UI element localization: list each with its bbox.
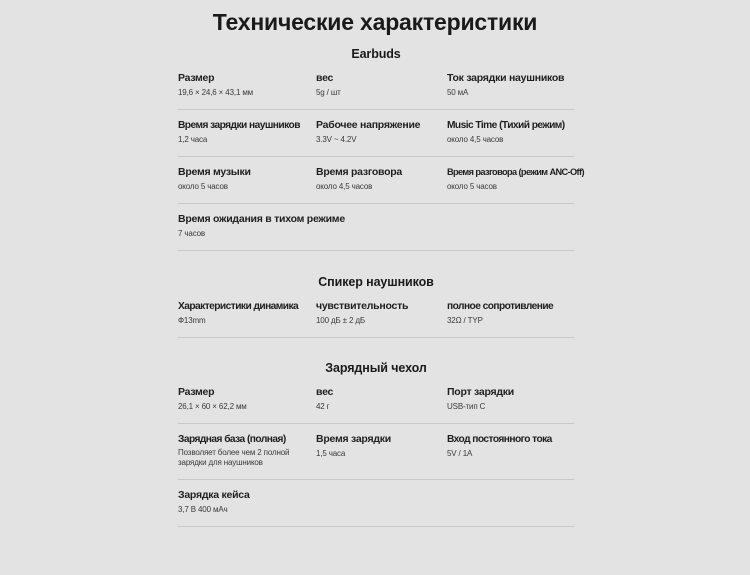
spec-cell [178, 489, 458, 515]
spec-label: Music Time (Тихий режим) [447, 120, 565, 131]
spec-row [178, 110, 574, 157]
spec-row [178, 384, 574, 424]
spec-value: Позволяет более чем 2 полной зарядки для наушников [178, 448, 290, 467]
spec-label: Характеристики динамика [178, 301, 299, 312]
spec-value: 3,7 В 400 мАч [178, 505, 228, 514]
spec-value: 7 часов [178, 229, 206, 238]
spec-value: 26,1 × 60 × 62,2 мм [178, 402, 247, 411]
spec-label: Время зарядки наушников [178, 120, 300, 131]
spec-value: 3.3V ~ 4.2V [316, 135, 357, 144]
spec-label: Зарядка кейса [178, 489, 250, 501]
spec-cell [178, 300, 316, 326]
spec-label: Время разговора (режим ANC-Off) [447, 167, 584, 177]
spec-value: около 4,5 часов [447, 135, 504, 144]
spec-label: Размер [178, 386, 215, 398]
spec-value: 1,5 часа [316, 449, 346, 458]
spec-row [178, 298, 574, 338]
spec-value: USB-тип C [447, 402, 486, 411]
spec-content [176, 36, 584, 527]
spec-cell [316, 72, 447, 98]
spec-value: 100 дБ ± 2 дБ [316, 316, 365, 325]
section-rows-earbuds [178, 70, 584, 251]
spec-cell [447, 386, 574, 412]
spec-label: Рабочее напряжение [316, 119, 421, 131]
section-case [178, 350, 574, 527]
spec-label: Время зарядки [316, 433, 391, 445]
spec-cell [316, 300, 447, 326]
spec-label: вес [316, 72, 334, 84]
spec-label: Размер [178, 72, 215, 84]
spec-value: 5V / 1A [447, 449, 473, 458]
spec-label: Время разговора [316, 166, 402, 178]
spec-label: Порт зарядки [447, 386, 514, 398]
spec-label: чувствительность [316, 300, 409, 312]
spec-row [178, 204, 574, 251]
spec-cell [447, 300, 574, 326]
spec-value: около 5 часов [447, 182, 497, 191]
spec-label: Время музыки [178, 166, 251, 178]
spec-value: 50 мА [447, 88, 469, 97]
spec-row [178, 157, 584, 204]
spec-row [178, 424, 574, 480]
spec-label: полное сопротивление [447, 301, 554, 312]
spec-label: вес [316, 386, 334, 398]
section-title-earbuds: Earbuds [351, 47, 401, 61]
spec-label: Ток зарядки наушников [447, 72, 565, 84]
spec-cell [447, 166, 584, 192]
section-rows-speaker [178, 298, 574, 338]
spec-cell [178, 433, 316, 468]
spec-cell [316, 386, 447, 412]
section-speaker [178, 264, 574, 338]
spec-value: около 4,5 часов [316, 182, 373, 191]
section-earbuds [178, 36, 584, 251]
spec-value: 32Ω / TYP [447, 316, 483, 325]
spec-cell [178, 166, 316, 192]
spec-cell [447, 433, 574, 459]
spec-value: 5g / шт [316, 88, 341, 97]
spec-cell [447, 72, 574, 98]
section-title-case: Зарядный чехол [325, 361, 427, 375]
page-title: Технические характеристики [212, 9, 538, 35]
spec-label: Время ожидания в тихом режиме [178, 213, 345, 225]
spec-value: 42 г [316, 402, 330, 411]
spec-row [178, 70, 574, 110]
section-title-speaker: Спикер наушников [318, 275, 434, 289]
spec-cell [178, 72, 316, 98]
spec-value: 1,2 часа [178, 135, 208, 144]
spec-cell [178, 213, 458, 239]
spec-value: Ф13mm [178, 316, 206, 325]
spec-value: около 5 часов [178, 182, 228, 191]
spec-cell [178, 119, 316, 145]
spec-cell [447, 119, 574, 145]
section-rows-case [178, 384, 574, 527]
spec-label: Зарядная база (полная) [178, 434, 286, 445]
spec-cell [316, 119, 447, 145]
spec-cell [178, 386, 316, 412]
spec-value: 19,6 × 24,6 × 43,1 мм [178, 88, 254, 97]
spec-cell [316, 166, 447, 192]
spec-row [178, 480, 574, 527]
spec-cell [316, 433, 447, 459]
spec-label: Вход постоянного тока [447, 434, 552, 445]
